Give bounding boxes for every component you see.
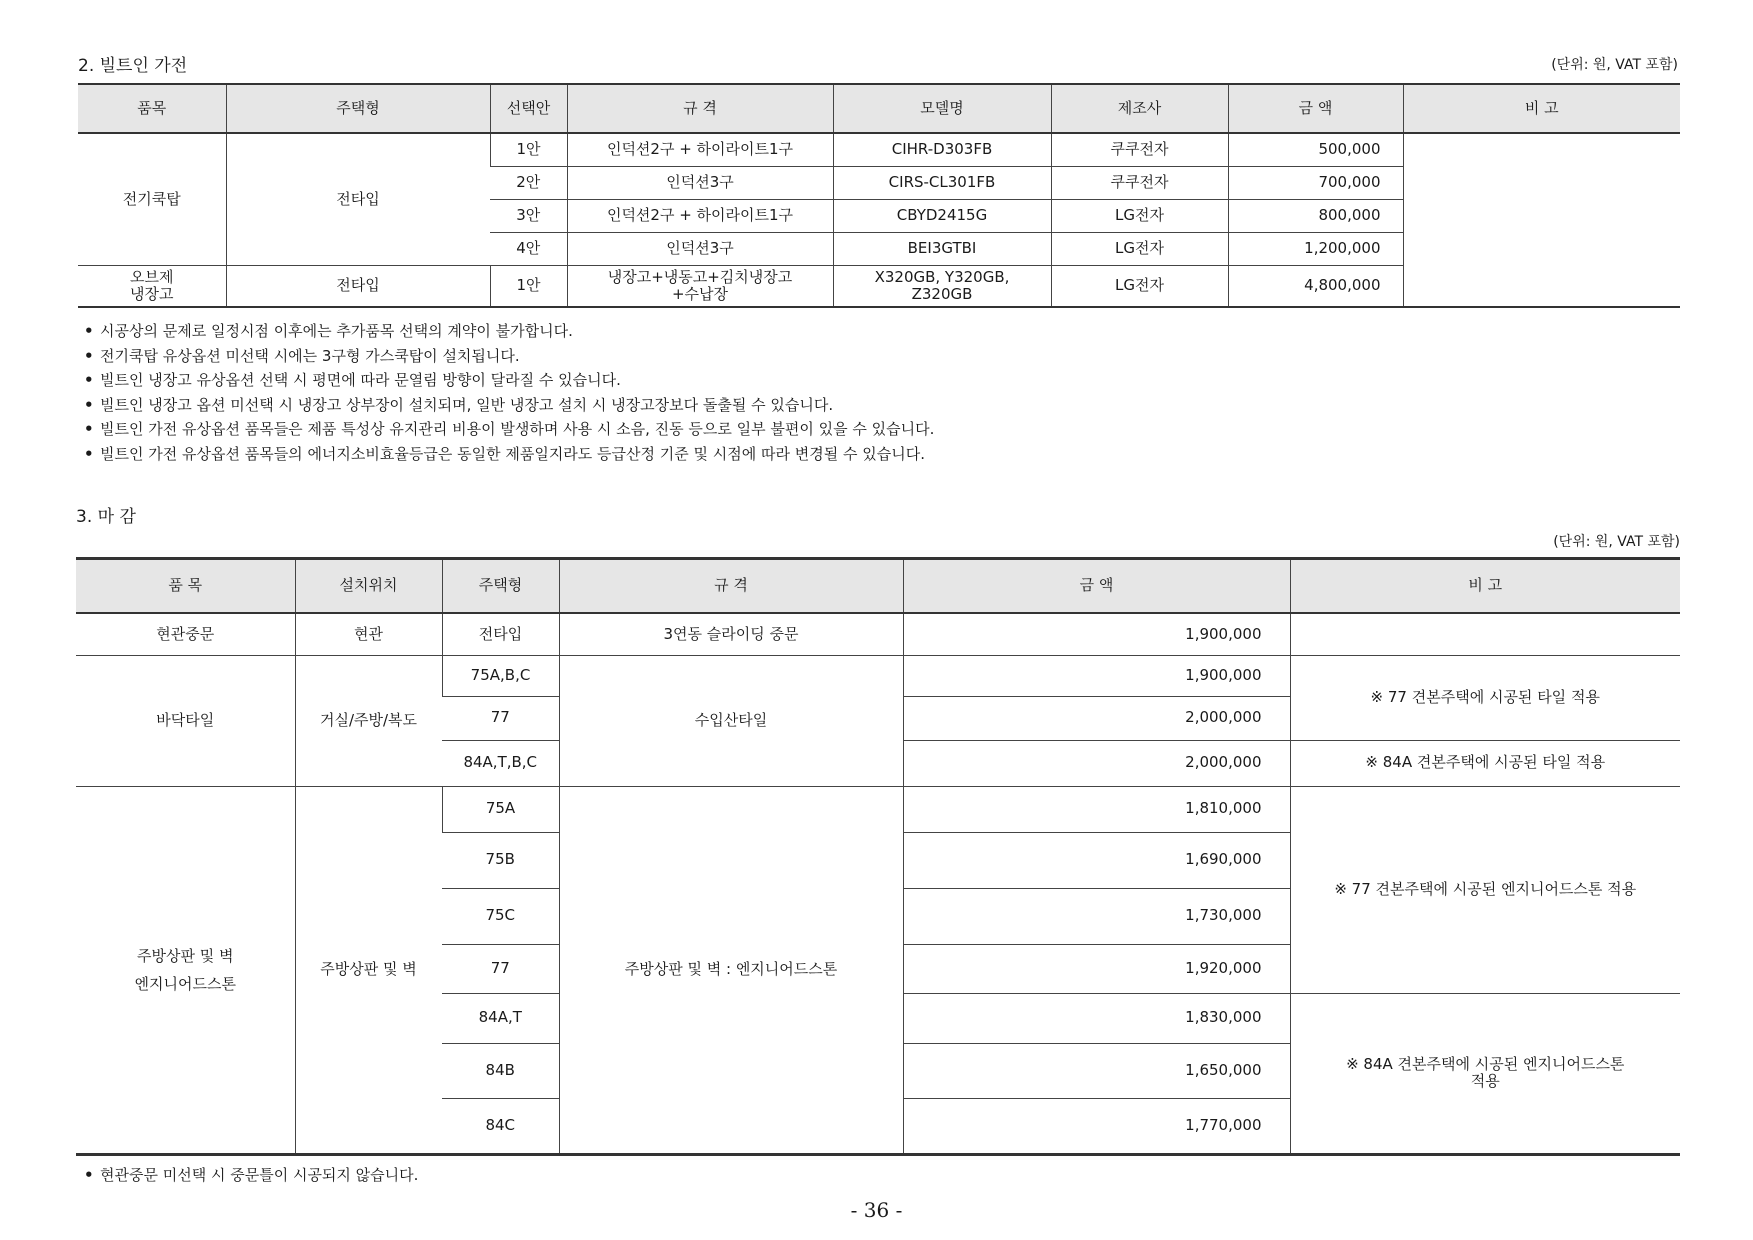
table-row bbox=[76, 786, 1680, 832]
tile-spec: 수입산타일 bbox=[559, 655, 903, 786]
header-maker: 제조사 bbox=[1051, 84, 1228, 133]
fridge-type: 전타입 bbox=[226, 266, 490, 308]
kitchen-price: 1,920,000 bbox=[903, 944, 1290, 993]
tile-note-77: ※ 77 견본주택에 시공된 타일 적용 bbox=[1290, 655, 1680, 740]
tile-note-84a: ※ 84A 견본주택에 시공된 타일 적용 bbox=[1290, 740, 1680, 786]
kitchen-note-77: ※ 77 견본주택에 시공된 엔지니어드스톤 적용 bbox=[1290, 786, 1680, 993]
maker-cell: 쿠쿠전자 bbox=[1051, 167, 1228, 200]
fridge-spec-line2: +수납장 bbox=[671, 285, 729, 303]
note-item: • 빌트인 가전 유상옵션 품목들의 에너지소비효율등급은 동일한 제품일지라도 등급산정 기준 및 시점에 따라 변경될 수 있습니다. bbox=[84, 442, 934, 467]
model-cell: CBYD2415G bbox=[833, 200, 1051, 233]
fridge-item-line1: 오브제 bbox=[130, 267, 174, 286]
note-item: • 시공상의 문제로 일정시점 이후에는 추가품목 선택의 계약이 불가합니다. bbox=[84, 319, 934, 344]
fridge-model-line1: X320GB, Y320GB, bbox=[874, 267, 1010, 286]
kitchen-type: 77 bbox=[442, 944, 559, 993]
price-cell: 500,000 bbox=[1228, 133, 1403, 167]
kitchen-item-line1: 주방상판 및 벽 bbox=[137, 946, 234, 965]
tile-price: 1,900,000 bbox=[903, 655, 1290, 696]
kitchen-note-84a-line1: ※ 84A 견본주택에 시공된 엔지니어드스톤 bbox=[1346, 1054, 1625, 1073]
section2-title: 2. 빌트인 가전 bbox=[78, 56, 188, 76]
header-location: 설치위치 bbox=[295, 559, 442, 614]
table-row bbox=[76, 655, 1680, 696]
section2-notes bbox=[84, 319, 934, 466]
tile-type: 75A,B,C bbox=[442, 655, 559, 696]
spec-cell: 인덕션2구 + 하이라이트1구 bbox=[567, 133, 833, 167]
page-number: - 36 - bbox=[850, 1198, 903, 1222]
kitchen-note-84a-line2: 적용 bbox=[1470, 1072, 1500, 1090]
price-cell: 800,000 bbox=[1228, 200, 1403, 233]
tile-price: 2,000,000 bbox=[903, 696, 1290, 740]
kitchen-spec: 주방상판 및 벽 : 엔지니어드스톤 bbox=[559, 786, 903, 1154]
spec-cell: 인덕션3구 bbox=[567, 167, 833, 200]
kitchen-price: 1,690,000 bbox=[903, 832, 1290, 888]
note-item: • 빌트인 냉장고 유상옵션 선택 시 평면에 따라 문열림 방향이 달라질 수 있습니다. bbox=[84, 368, 934, 393]
door-note bbox=[1290, 613, 1680, 655]
header-type: 주택형 bbox=[226, 84, 490, 133]
kitchen-type: 84A,T bbox=[442, 993, 559, 1043]
door-spec: 3연동 슬라이딩 중문 bbox=[559, 613, 903, 655]
option-cell: 1안 bbox=[490, 133, 567, 167]
kitchen-item-line2: 엔지니어드스톤 bbox=[134, 974, 236, 993]
fridge-model-line2: Z320GB bbox=[911, 285, 973, 303]
header-price: 금 액 bbox=[1228, 84, 1403, 133]
model-cell bbox=[833, 266, 1051, 308]
section3-notes bbox=[84, 1163, 418, 1188]
price-cell: 4,800,000 bbox=[1228, 266, 1403, 308]
door-location: 현관 bbox=[295, 613, 442, 655]
header-item: 품목 bbox=[78, 84, 226, 133]
kitchen-price: 1,770,000 bbox=[903, 1098, 1290, 1154]
option-cell: 2안 bbox=[490, 167, 567, 200]
note-item: • 현관중문 미선택 시 중문틀이 시공되지 않습니다. bbox=[84, 1163, 418, 1188]
door-type: 전타입 bbox=[442, 613, 559, 655]
kitchen-type: 84C bbox=[442, 1098, 559, 1154]
finishing-table bbox=[76, 557, 1680, 1156]
header-item: 품 목 bbox=[76, 559, 295, 614]
kitchen-item bbox=[76, 786, 295, 1154]
spec-cell bbox=[567, 266, 833, 308]
section3-title: 3. 마 감 bbox=[76, 507, 136, 527]
model-cell: CIHR-D303FB bbox=[833, 133, 1051, 167]
kitchen-type: 75C bbox=[442, 888, 559, 944]
tile-item: 바닥타일 bbox=[76, 655, 295, 786]
kitchen-price: 1,650,000 bbox=[903, 1043, 1290, 1098]
header-price: 금 액 bbox=[903, 559, 1290, 614]
price-cell: 700,000 bbox=[1228, 167, 1403, 200]
note-item: • 빌트인 냉장고 옵션 미선택 시 냉장고 상부장이 설치되며, 일반 냉장고 설치 시 냉장고장보다 돌출될 수 있습니다. bbox=[84, 393, 934, 418]
spec-cell: 인덕션2구 + 하이라이트1구 bbox=[567, 200, 833, 233]
table-header-row bbox=[76, 559, 1680, 614]
option-cell: 1안 bbox=[490, 266, 567, 308]
kitchen-price: 1,730,000 bbox=[903, 888, 1290, 944]
option-cell: 4안 bbox=[490, 233, 567, 266]
tile-type: 77 bbox=[442, 696, 559, 740]
maker-cell: LG전자 bbox=[1051, 266, 1228, 308]
note-item: • 전기쿡탑 유상옵션 미선택 시에는 3구형 가스쿡탑이 설치됩니다. bbox=[84, 344, 934, 369]
kitchen-type: 75A bbox=[442, 786, 559, 832]
header-model: 모델명 bbox=[833, 84, 1051, 133]
cooktop-item: 전기쿡탑 bbox=[78, 133, 226, 266]
note-cell bbox=[1403, 133, 1680, 307]
price-cell: 1,200,000 bbox=[1228, 233, 1403, 266]
cooktop-type: 전타입 bbox=[226, 133, 490, 266]
maker-cell: 쿠쿠전자 bbox=[1051, 133, 1228, 167]
spec-cell: 인덕션3구 bbox=[567, 233, 833, 266]
kitchen-type: 84B bbox=[442, 1043, 559, 1098]
header-spec: 규 격 bbox=[567, 84, 833, 133]
fridge-item bbox=[78, 266, 226, 308]
model-cell: CIRS-CL301FB bbox=[833, 167, 1051, 200]
maker-cell: LG전자 bbox=[1051, 233, 1228, 266]
kitchen-note-84a bbox=[1290, 993, 1680, 1154]
maker-cell: LG전자 bbox=[1051, 200, 1228, 233]
kitchen-type: 75B bbox=[442, 832, 559, 888]
model-cell: BEI3GTBI bbox=[833, 233, 1051, 266]
table-row bbox=[76, 613, 1680, 655]
tile-type: 84A,T,B,C bbox=[442, 740, 559, 786]
door-item: 현관중문 bbox=[76, 613, 295, 655]
fridge-spec-line1: 냉장고+냉동고+김치냉장고 bbox=[607, 267, 793, 286]
table-header-row bbox=[78, 84, 1680, 133]
table-row bbox=[78, 133, 1680, 167]
section3-unit: (단위: 원, VAT 포함) bbox=[1553, 534, 1680, 550]
builtin-appliance-table bbox=[78, 83, 1680, 308]
option-cell: 3안 bbox=[490, 200, 567, 233]
kitchen-location: 주방상판 및 벽 bbox=[295, 786, 442, 1154]
door-price: 1,900,000 bbox=[903, 613, 1290, 655]
header-type: 주택형 bbox=[442, 559, 559, 614]
kitchen-price: 1,810,000 bbox=[903, 786, 1290, 832]
header-spec: 규 격 bbox=[559, 559, 903, 614]
fridge-item-line2: 냉장고 bbox=[130, 285, 174, 303]
header-note: 비 고 bbox=[1290, 559, 1680, 614]
note-item: • 빌트인 가전 유상옵션 품목들은 제품 특성상 유지관리 비용이 발생하며 사용 시 소음, 진동 등으로 일부 불편이 있을 수 있습니다. bbox=[84, 417, 934, 442]
header-option: 선택안 bbox=[490, 84, 567, 133]
tile-location: 거실/주방/복도 bbox=[295, 655, 442, 786]
kitchen-price: 1,830,000 bbox=[903, 993, 1290, 1043]
section2-unit: (단위: 원, VAT 포함) bbox=[1551, 57, 1678, 73]
header-note: 비 고 bbox=[1403, 84, 1680, 133]
tile-price: 2,000,000 bbox=[903, 740, 1290, 786]
